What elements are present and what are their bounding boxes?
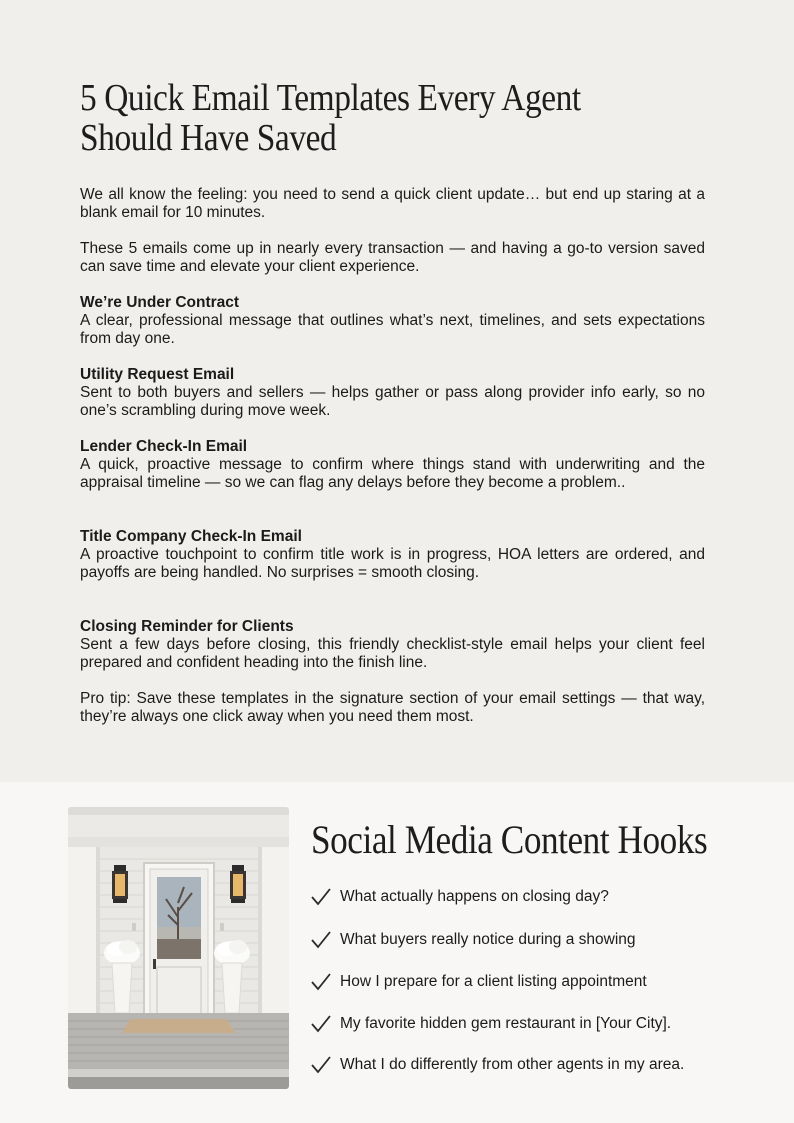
hook-item-text: My favorite hidden gem restaurant in [Your City]. — [340, 1015, 672, 1032]
checkmark-icon — [310, 929, 332, 951]
section-text-utility: Sent to both buyers and sellers — helps gather or pass along provider info early, so no one’s scrambling during move week. — [80, 384, 705, 419]
page-title: 5 Quick Email Templates Every Agent Should Have Saved — [80, 77, 581, 159]
hook-item — [310, 928, 780, 952]
hook-item-text: How I prepare for a client listing appointment — [340, 973, 647, 990]
porch-door-photo — [68, 807, 289, 1089]
pro-tip: Pro tip: Save these templates in the signature section of your email settings — that way, they’re always one click away when you need them most. — [80, 690, 705, 725]
section-heading-lender: Lender Check-In Email — [80, 438, 248, 455]
checkmark-icon — [310, 1013, 332, 1035]
hook-item-text: What actually happens on closing day? — [340, 888, 609, 905]
intro-paragraph-2: These 5 emails come up in nearly every transaction — and having a go-to version saved can save time and elevate your client experience. — [80, 240, 705, 275]
hook-item-text: What buyers really notice during a showing — [340, 931, 636, 948]
hook-item-text: What I do differently from other agents in my area. — [340, 1056, 685, 1073]
section-heading-utility: Utility Request Email — [80, 366, 235, 383]
hook-item — [310, 885, 780, 909]
section-text-title-company: A proactive touchpoint to confirm title work is in progress, HOA letters are ordered, and payoffs are being handled. No surprises = smooth closing. — [80, 546, 705, 581]
hooks-title: Social Media Content Hooks — [311, 817, 708, 862]
checkmark-icon — [310, 886, 332, 908]
section-text-under-contract: A clear, professional message that outlines what’s next, timelines, and sets expectations from day one. — [80, 312, 705, 347]
checkmark-icon — [310, 1054, 332, 1076]
hook-item — [310, 1053, 780, 1077]
section-heading-under-contract: We’re Under Contract — [80, 294, 240, 311]
section-heading-closing-reminder: Closing Reminder for Clients — [80, 618, 294, 635]
section-heading-title-company: Title Company Check-In Email — [80, 528, 302, 545]
section-text-closing-reminder: Sent a few days before closing, this friendly checklist-style email helps your client feel prepared and confident heading into the finish line. — [80, 636, 705, 671]
hook-item — [310, 1012, 780, 1036]
intro-paragraph-1: We all know the feeling: you need to send a quick client update… but end up staring at a blank email for 10 minutes. — [80, 186, 705, 221]
hook-item — [310, 970, 780, 994]
section-text-lender: A quick, proactive message to confirm where things stand with underwriting and the appraisal timeline — so we can flag any delays before they become a problem.. — [80, 456, 705, 491]
checkmark-icon — [310, 971, 332, 993]
